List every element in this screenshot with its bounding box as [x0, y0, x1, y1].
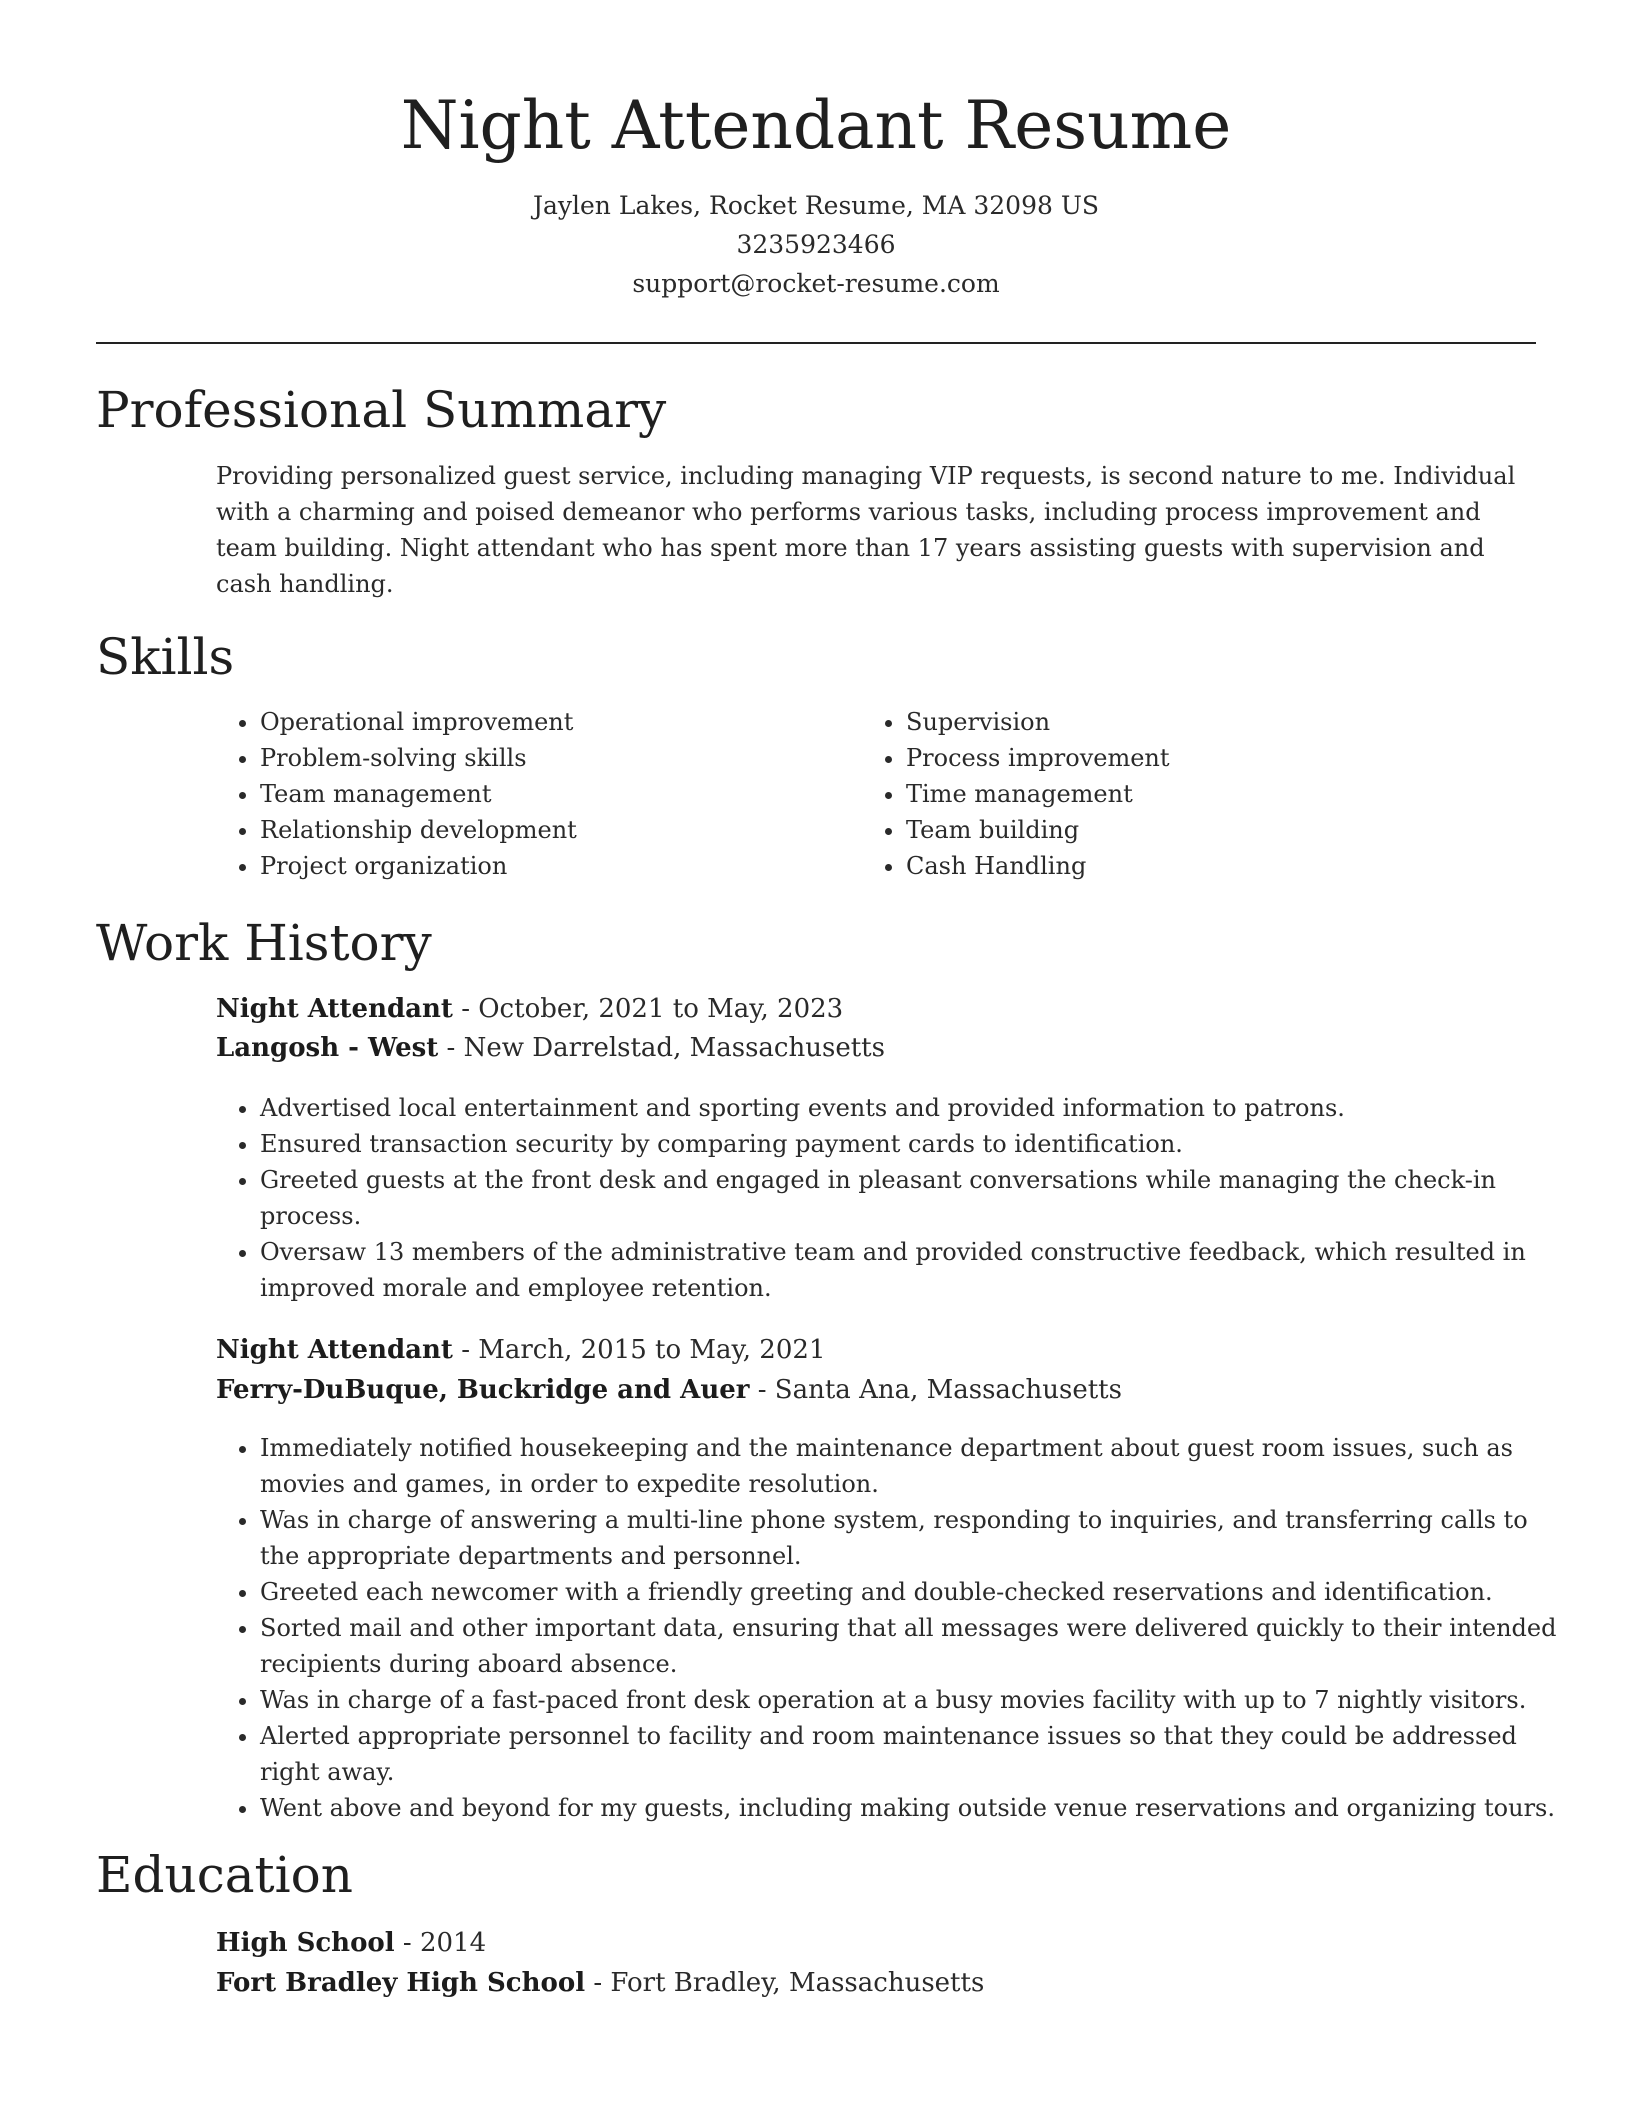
job-bullet: • Ensured transaction security by comparing payment cards to identification.	[260, 1126, 1570, 1162]
job-bullet: • Greeted guests at the front desk and engaged in pleasant conversations while managing the check-in process.	[260, 1162, 1570, 1234]
skill-item: • Project organization	[260, 848, 860, 884]
resume-header	[96, 82, 1536, 303]
job-employer-line	[216, 1029, 885, 1067]
job-employer-line	[216, 1371, 1122, 1409]
contact-info	[96, 186, 1536, 303]
skill-item: • Supervision	[906, 704, 1506, 740]
work-history-heading: Work History	[96, 914, 432, 972]
education-degree: High School	[216, 1928, 395, 1958]
skill-item: • Problem-solving skills	[260, 740, 860, 776]
skill-item: • Process improvement	[906, 740, 1506, 776]
education-degree-line	[216, 1924, 486, 1962]
job-dates: - October, 2021 to May, 2023	[461, 994, 844, 1024]
education-location: - Fort Bradley, Massachusetts	[593, 1968, 985, 1998]
job-bullets	[216, 1430, 1570, 1826]
skills-heading: Skills	[96, 628, 235, 686]
summary-heading: Professional Summary	[96, 381, 667, 439]
job-bullets	[216, 1090, 1570, 1306]
job-title: Night Attendant	[216, 1335, 453, 1365]
skill-item: • Relationship development	[260, 812, 860, 848]
contact-phone: 3235923466	[736, 230, 896, 259]
contact-address: Jaylen Lakes, Rocket Resume, MA 32098 US	[532, 191, 1100, 220]
job-bullet: • Went above and beyond for my guests, including making outside venue reservations and organizing tours.	[260, 1790, 1570, 1826]
job-location: - New Darrelstad, Massachusetts	[446, 1033, 885, 1063]
job-bullet: • Alerted appropriate personnel to facility and room maintenance issues so that they could be addressed right away.	[260, 1718, 1570, 1790]
skills-list-right	[862, 704, 1506, 884]
summary-text: Providing personalized guest service, including managing VIP requests, is second nature to me. Individual with a charming and poised demeanor who performs various tasks, including process improvement and team building. Night attendant who has spent more than 17 years assisting guests with supervision and cash handling.	[216, 462, 1516, 598]
job-bullet: • Greeted each newcomer with a friendly greeting and double-checked reservations and identification.	[260, 1574, 1570, 1610]
job-bullet: • Advertised local entertainment and sporting events and provided information to patrons.	[260, 1090, 1570, 1126]
skill-item: • Team management	[260, 776, 860, 812]
job-employer: Langosh - West	[216, 1033, 439, 1063]
job-bullet: • Was in charge of answering a multi-line phone system, responding to inquiries, and transferring calls to the appropriate departments and personnel.	[260, 1502, 1570, 1574]
contact-email: support@rocket-resume.com	[632, 269, 1000, 298]
education-school-line	[216, 1964, 984, 2002]
job-bullet: • Was in charge of a fast-paced front desk operation at a busy movies facility with up to 7 nightly visitors.	[260, 1682, 1570, 1718]
education-heading: Education	[96, 1846, 353, 1904]
job-bullet: • Sorted mail and other important data, ensuring that all messages were delivered quickly to their intended recipients during aboard absence.	[260, 1610, 1570, 1682]
job-employer: Ferry-DuBuque, Buckridge and Auer	[216, 1375, 750, 1405]
education-year: - 2014	[402, 1928, 487, 1958]
resume-title: Night Attendant Resume	[400, 87, 1232, 164]
job-bullet: • Oversaw 13 members of the administrative team and provided constructive feedback, which resulted in improved morale and employee retention.	[260, 1234, 1570, 1306]
skills-list-left	[216, 704, 860, 884]
skill-item: • Operational improvement	[260, 704, 860, 740]
job-dates: - March, 2015 to May, 2021	[461, 1335, 826, 1365]
education-school: Fort Bradley High School	[216, 1968, 586, 1998]
job-bullet: • Immediately notified housekeeping and the maintenance department about guest room issues, such as movies and games, in order to expedite resolution.	[260, 1430, 1570, 1502]
job-location: - Santa Ana, Massachusetts	[757, 1375, 1122, 1405]
header-divider	[96, 342, 1536, 344]
skill-item: • Time management	[906, 776, 1506, 812]
skill-item: • Cash Handling	[906, 848, 1506, 884]
skill-item: • Team building	[906, 812, 1506, 848]
job-title: Night Attendant	[216, 994, 453, 1024]
job-title-line	[216, 1331, 825, 1369]
job-title-line	[216, 990, 843, 1028]
